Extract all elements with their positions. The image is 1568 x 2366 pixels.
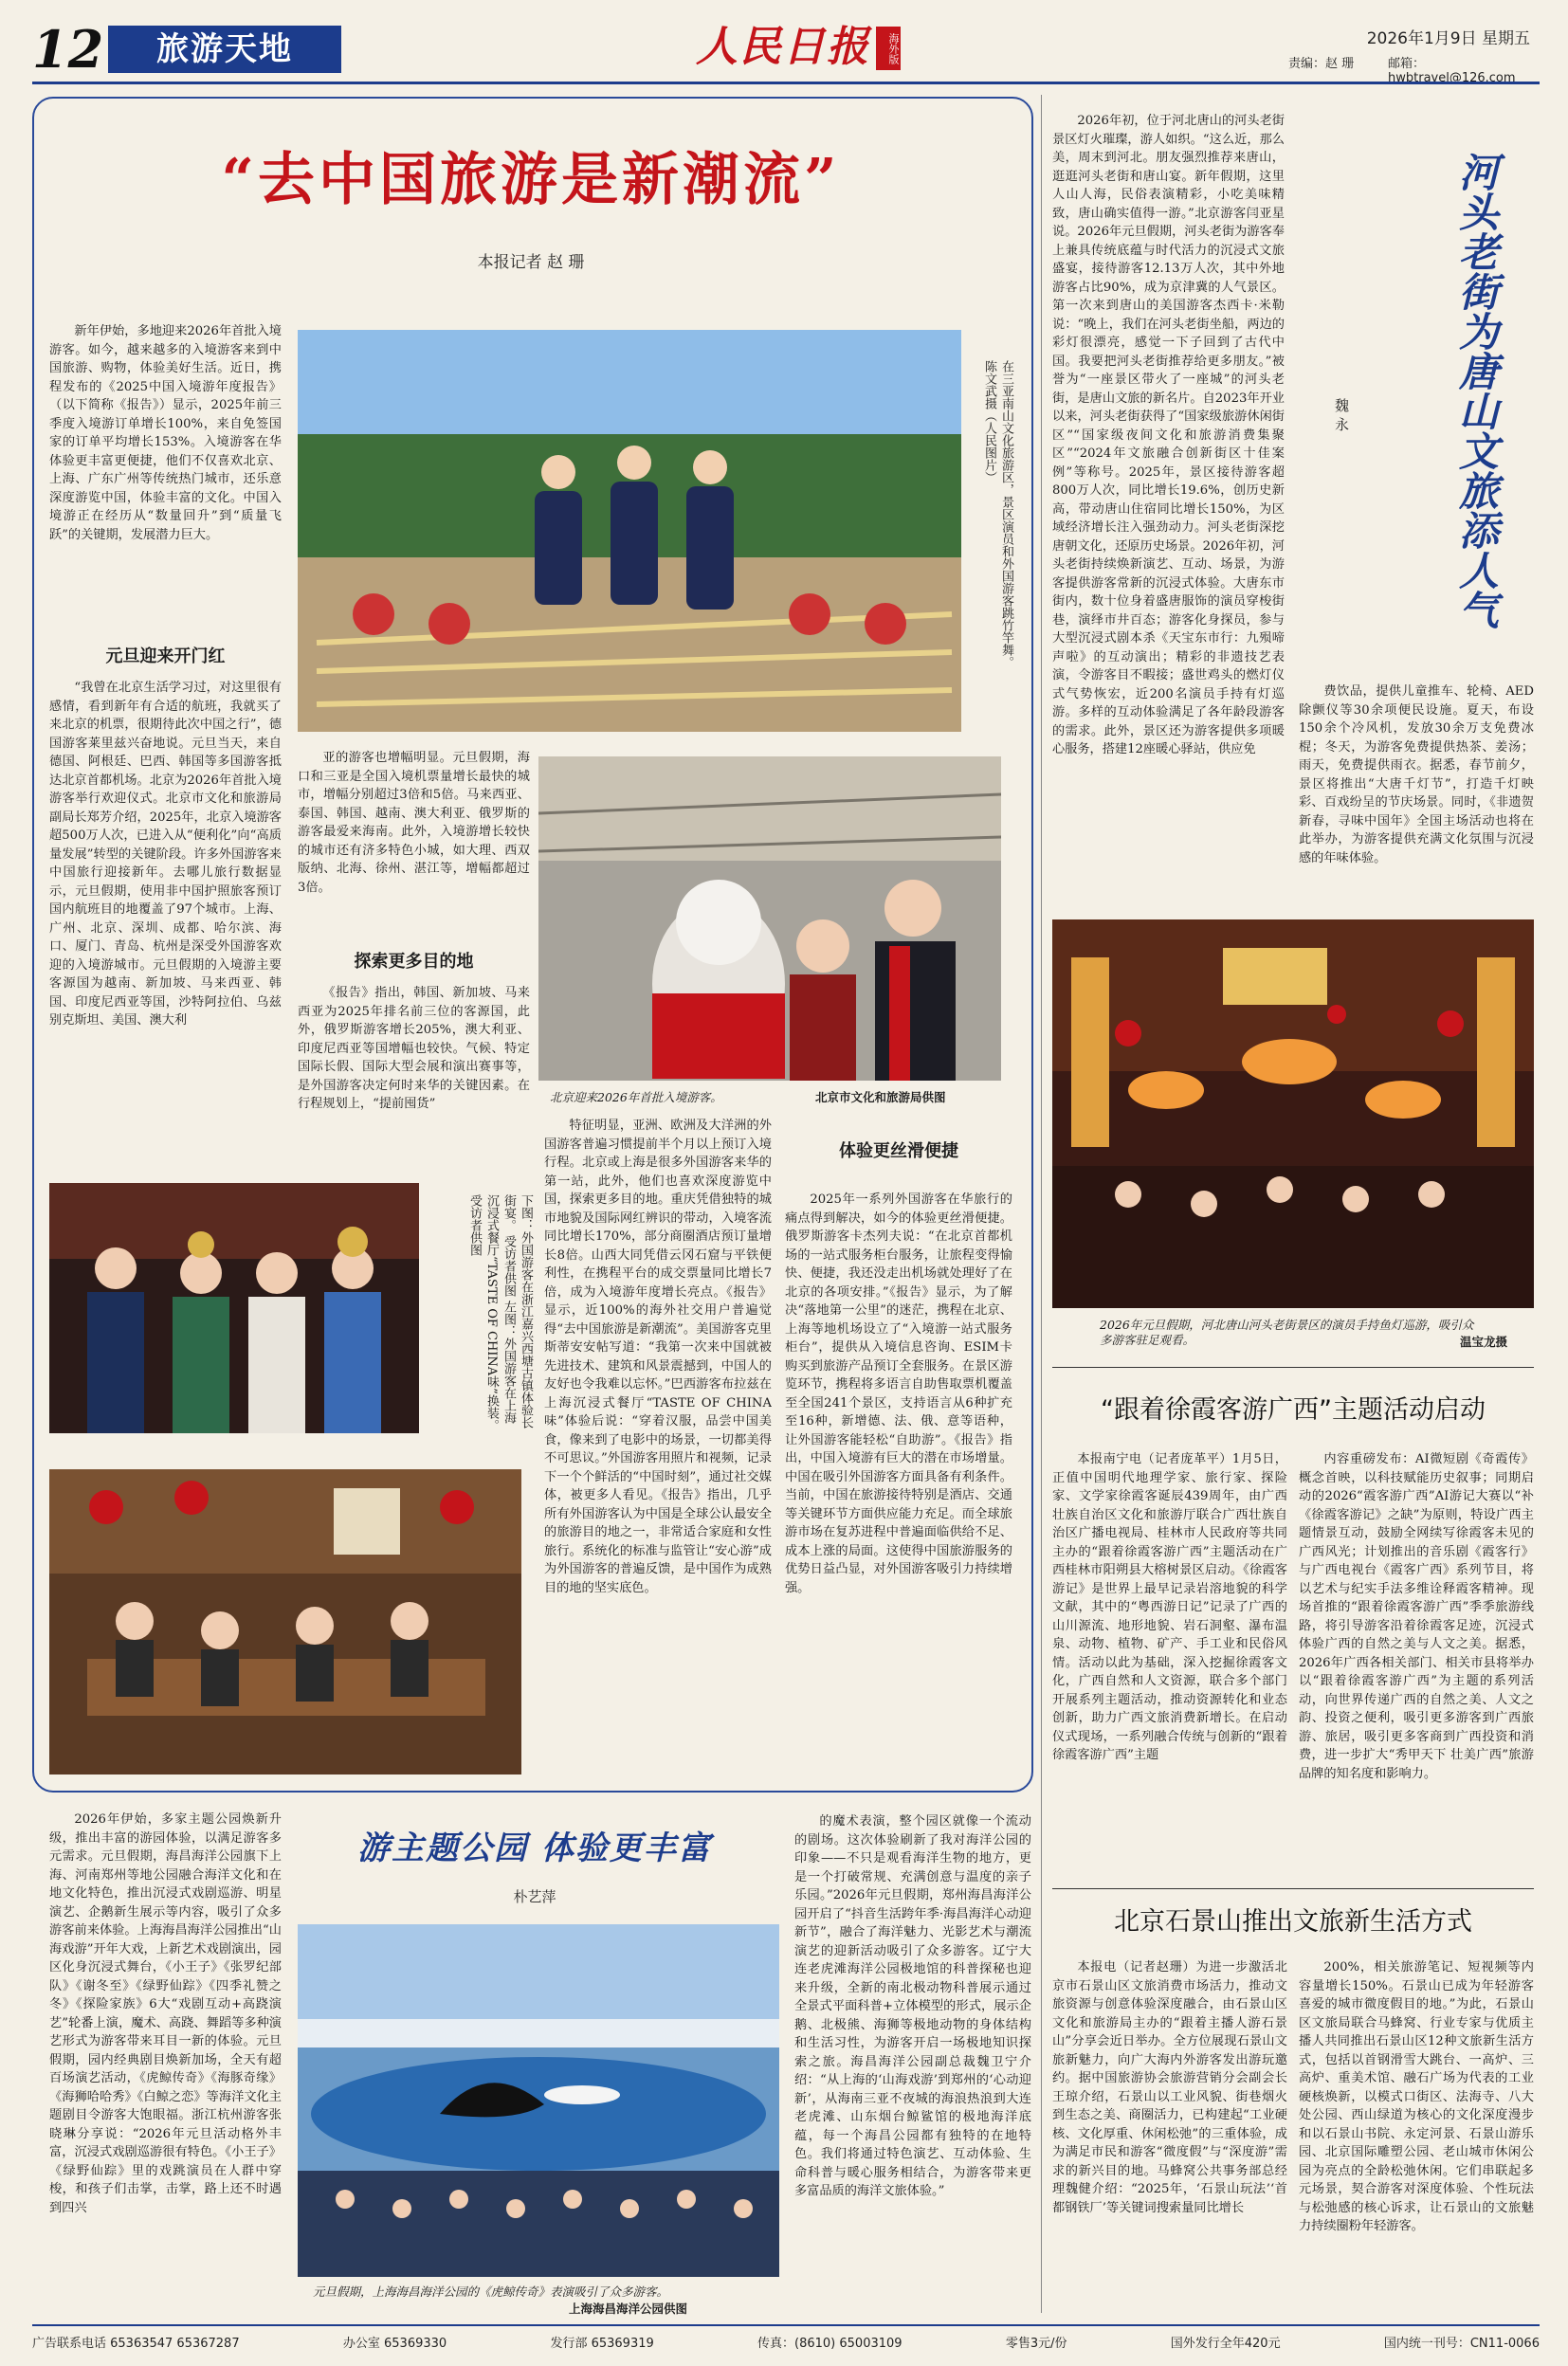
xu-body-left: 本报南宁电（记者庞革平）1月5日，正值中国明代地理学家、旅行家、探险家、文学家徐霞客诞辰439周年，由广西壮族自治区文化和旅游厅联合广西壮族自治区广播电视局、桂林市人民政府等共同主办的“跟着徐霞客游广西”主题活动在广西桂林市阳朔县大榕树景区启动。《徐霞客游记》是世界上最早记录岩溶地貌的科学文献，其中的“粤西游日记”记录了广西的山川源流、地形地貌、岩石洞壑、瀑布温泉、动物、植物、矿产、手工业和民俗风情。活动以此为基础，深入挖掘徐霞客文化，广西自然和人文资源，联合多个部门开展系列主题活动，推动资源转化和业态创新，助力广西文旅消费新增长。在启动仪式现场，一系列融合传统与创新的“跟着徐霞客游广西”主题 xyxy=(1052,1452,1287,1762)
theme-author: 朴艺萍 xyxy=(513,1888,556,1905)
photo-orca-show xyxy=(298,1924,779,2277)
lead-col2-body-b: 《报告》指出，韩国、新加坡、马来西亚为2025年排名前三位的客源国，此外，俄罗斯游客增长205%，澳大利亚、印度尼西亚等国增幅也较快。气候、特定国际长假、国际大型会展和演出赛事等，是外国游客决定何时来华的关键因素。在行程规划上，“提前囤货” xyxy=(298,986,530,1111)
shijing-headline: 北京石景山推出文旅新生活方式 xyxy=(1114,1907,1472,1937)
paper-logo: 人民日报 xyxy=(696,23,870,71)
photo-fish-lantern-caption: 2026年元旦假期，河北唐山河头老街景区的演员手持鱼灯巡游，吸引众多游客驻足观看。 xyxy=(1100,1318,1474,1347)
section-label: 旅游天地 xyxy=(108,26,341,73)
photo-hanfu-caption: 下图：外国游客在浙江嘉兴西塘古镇体验长街宴。 受访者供图 左图：外国游客在上海沉浸式餐厅“TASTE OF CHINA味”换装。 受访者供图 xyxy=(467,1194,533,1431)
masthead-rule xyxy=(32,82,1540,84)
hanfu-restaurant-image xyxy=(49,1183,419,1433)
lead-col4-body: 2025年一系列外国游客在华旅行的痛点得到解决，如今的体验更丝滑便捷。俄罗斯游客卡杰列夫说：“在北京首都机场的一站式服务柜台服务，让旅程变得愉快、便捷，我还没走出机场就处理好了在北京的各项安排。”《报告》显示，为了解决“落地第一公里”的迷茫，携程在北京、上海等地机场设立了“入境游一站式服务柜台”，提供从入境信息咨询、ESIM卡购买到旅游产品预订全套服务。在景区游览环节，携程将多语言自助售取票机覆盖至全国241个景区，支持语言从6种扩充至16种，新增德、法、俄、意等语种，让外国游客能轻松“自助游”。《报告》指出，中国入境游有巨大的潜在市场增量。中国在吸引外国游客方面具备有利条件。当前，中国在旅游接待特别是酒店、交通等关键环节方面供应能力充足。而全球旅游市场在复苏进程中普遍面临供给不足、成本上涨的局面。这使得中国旅游服务的优势日益凸显，对外国游客吸引力持续增强。 xyxy=(785,1192,1012,1595)
editor-line: 责编：赵 珊 xyxy=(1288,57,1355,71)
theme-body-left: 2026年伊始，多家主题公园焕新升级，推出丰富的游园体验，以满足游客多元需求。元旦假期，海昌海洋公园旗下上海、河南郑州等地公园融合海洋文化和在地文化特色，推出沉浸式戏剧巡游、明星演艺、企鹅新生展示等内容，吸引了众多游客前来体验。上海海昌海洋公园推出“山海戏游”开年大戏，上新艺术戏剧演出，园区化身沉浸式舞台，《小王子》《张罗纪部队》《谢冬至》《绿野仙踪》《四季礼赞之冬》《探险家族》6大“戏剧互动+高跷演艺”轮番上演，魔术、高跷、舞蹈等多种演艺形式为游客带来耳目一新的体验。元旦假期，园内经典剧目焕新加场，全天有超百场演艺活动，《虎鲸传奇》《海豚奇缘》《海狮哈哈秀》《白鲸之恋》等海洋文化主题剧目令游客大饱眼福。浙江杭州游客张晓琳分享说：“2026年元旦活动格外丰富，沉浸式戏剧巡游很有特色。《小王子》《绿野仙踪》里的戏跳演员在人群中穿梭，和孩子们击掌，击掌，路上还不时遇到四兴 xyxy=(49,1812,282,2215)
lead-col2-body-a: 亚的游客也增幅明显。元旦假期，海口和三亚是全国入境机票量增长最快的城市，增幅分别超过3倍和5倍。马来西亚、泰国、韩国、越南、澳大利亚、俄罗斯的游客最爱来海南。此外，入境游增长较快的城市还有济多特色小城，如大理、西双版纳、北海、徐州、湛江等，增幅都超过3倍。 xyxy=(298,751,530,895)
masthead xyxy=(32,19,1540,85)
lead-subhead-2: 探索更多目的地 xyxy=(354,952,474,972)
hetou-body-right: 费饮品，提供儿童推车、轮椅、AED除颤仪等30余项便民设施。夏天，布设150余个冷风机，发放30余万支免费冰棍；冬天，为游客免费提供热茶、姜汤；雨天，免费提供雨衣。据悉，春节前夕，景区将推出“大唐千灯节”，打造千灯映彩、百戏纷呈的节庆场景。同时，《非遗贺新春，寻味中国年》全国主场活动也将在此举办，为游客提供充满文化氛围与沉浸感的年味体验。 xyxy=(1299,684,1534,865)
xu-body-right: 内容重磅发布：AI微短剧《奇霞传》概念首映，以科技赋能历史叙事；同期启动的2026“霞客游广西”AI游记大赛以“补《徐霞客游记》之缺”为原则，特设广西主题情景互动，鼓励全网续写徐霞客未见的广西风光；计划推出的音乐剧《霞客行》与广西电视台《霞客广西》系列节目，将以艺术与纪实手法多维诠释霞客精神。现场首推的“跟着徐霞客游广西”季季旅游线路，将引导游客沿着徐霞客足迹，沉浸式体验广西的自然之美与人文之美。据悉，2026年广西各相关部门、相关市县将举办以“跟着徐霞客游广西”为主题的系列活动，向世界传递广西的自然之美、人文之韵、投资之便利，吸引更多游客到广西旅游、旅居，吸引更多客商到广西投资和消费，进一步扩大“秀甲天下 壮美广西”旅游品牌的知名度和影响力。 xyxy=(1299,1452,1534,1781)
lead-col1-body: “我曾在北京生活学习过，对这里很有感情，看到新年有合适的航班，我就买了来北京的机票，很期待此次中国之行”，德国游客莱里兹兴奋地说。元旦当天，来自德国、阿根廷、巴西、韩国等多国游客抵达北京首都机场。北京为2026年首批入境游客举行欢迎仪式。北京市文化和旅游局副局长郑芳介绍，2025年，北京入境游客超500万人次，已进入从“便利化”向“高质量发展”转型的关键阶段。许多外国游客来中国旅行迎接新年。去哪儿旅行数据显示，元旦假期，使用非中国护照旅客预订国内航班目的地覆盖了97个城市。上海、广州、北京、深圳、成都、哈尔滨、海口、厦门、青岛、杭州是深受外国游客欢迎的入境游城市。元旦假期的入境游主要客源国为越南、新加坡、马来西亚、韩国、印度尼西亚等国，沙特阿拉伯、乌兹别克斯坦、美国、澳大利 xyxy=(49,681,282,1028)
page-number: 12 xyxy=(32,19,104,80)
email-line: 邮箱：hwbtravel@126.com xyxy=(1388,57,1516,85)
footer-overseas: 国外发行全年420元 xyxy=(1170,2337,1281,2351)
footer-ad-phone: 广告联系电话 65363547 65367287 xyxy=(32,2337,240,2351)
theme-body-mid: 的魔术表演，整个园区就像一个流动的剧场。这次体验刷新了我对海洋公园的印象——不只是观看海洋生物的地方，更是一个打破常规、充满创意与温度的亲子乐园。”2026年元旦假期，郑州海昌海洋公园开启了“抖音生活跨年季·海昌海洋心动迎新节”，融合了海洋魅力、光影艺术与潮流演艺的迎新活动吸引了众多游客。辽宁大连老虎滩海洋公园极地馆的科普探秘也迎来升级，全新的南北极动物科普展示通过全景式平面科普+立体模型的形式，展示企鹅、北极熊、海狮等极地动物的身体结构和生活习性，为游客开启一场极地知识探索之旅。海昌海洋公园副总裁魏卫宁介绍：“从上海的‘山海戏游’到郑州的‘心动迎新’，从海南三亚不夜城的海浪热浪到大连老虎滩、山东烟台鲸鲨馆的极地海洋底蕴，每一个海昌公园都有独特的在地特色。我们将通过特色演艺、互动体验、生命科普与暖心服务相结合，为游客带来更多富品质的海洋文旅体验。” xyxy=(794,1814,1031,2198)
bamboo-dance-image xyxy=(298,330,961,732)
photo-fish-lantern-credit: 温宝龙摄 xyxy=(1460,1335,1508,1349)
lead-intro: 新年伊始，多地迎来2026年首批入境游客。如今，越来越多的入境游客来到中国旅游、购物，体验美好生活。近日，携程发布的《2025中国入境游年度报告》（以下简称《报告》）显示，2025年前三季度入境游订单增长100%，来自免签国家的订单平均增长153%。入境游客在华体验更丰富更便捷，他们不仅喜欢北京、上海、广东广州等传统热门城市，还乐意深度游览中国，体验丰富的文化。中国入境游正在经历从“数量回升”到“质量飞跃”的关键期，发展潜力巨大。 xyxy=(49,324,282,542)
photo-long-table-feast xyxy=(49,1469,521,1774)
xu-headline: “跟着徐霞客游广西”主题活动启动 xyxy=(1101,1395,1486,1425)
photo-airport-caption: 北京迎来2026年首批入境游客。 xyxy=(550,1090,722,1104)
shijing-body-left: 本报电（记者赵珊）为进一步激活北京市石景山区文旅消费市场活力，推动文旅资源与创意体验深度融合，由石景山区文化和旅游局主办的“跟着主播人游石景山”分享会近日举办。全方位展现石景山文旅新魅力，向广大海内外游客发出游玩邀约。据中国旅游协会旅游营销分会副会长王琼介绍，石景山以工业风貌、街巷烟火到生态之美、商圈活力，已构建起“工业硬核、文化厚重、休闲松弛”的三重体验，成为满足市民和游客“微度假”与“深度游”需求的新兴目的地。马蜂窝公共事务部总经理魏健介绍：“2025年，‘石景山玩法’‘首都钢铁厂’等关键词搜索量同比增长 xyxy=(1052,1960,1287,2215)
shijing-body-right: 200%，相关旅游笔记、短视频等内容量增长150%。石景山已成为年轻游客喜爱的城市微度假目的地。”为此，石景山区文旅局联合马蜂窝、行业专家与优质主播人共同推出石景山区12种文旅新生活方式，包括以首钢滑雪大跳台、一高炉、三高炉、重美术馆、融石广场为代表的工业硬核焕新，以模式口街区、法海寺、八大处公园、西山绿道为核心的文化深度漫步和以石景山书院、永定河景、石景山游乐园、北京国际雕塑公园、老山城市休闲公园为亮点的全龄松弛休闲。它们串联起多元场景，契合游客对深度体验、个性玩法与松弛感的核心诉求，让石景山的文旅魅力持续圈粉年轻游客。 xyxy=(1299,1960,1534,2233)
footer xyxy=(32,2332,1540,2357)
airport-arrival-image xyxy=(538,756,1001,1081)
footer-cn: 国内统一刊号：CN11-0066 xyxy=(1383,2337,1540,2351)
photo-orca-caption: 元旦假期，上海海昌海洋公园的《虎鲸传奇》表演吸引了众多游客。 xyxy=(313,2284,669,2299)
divider-xu-shijing xyxy=(1052,1888,1534,1889)
lead-subhead-1: 元旦迎来开门红 xyxy=(105,646,226,666)
lead-subhead-3: 体验更丝滑便捷 xyxy=(839,1141,958,1161)
hetou-body-top: 2026年初，位于河北唐山的河头老街景区灯火璀璨，游人如织。“这么近，那么美，周末到河北。朋友强烈推荐来唐山，逛逛河头老街和唐山宴。新年假期，这里人山人海，民俗表演精彩，小吃美味精致，唐山确实值得一游。”北京游客闫亚星说。2026年元旦假期，河头老街为游客奉上兼具传统底蕴与时代活力的沉浸式文旅盛宴，接待游客12.13万人次，其中外地游客占比90%，成为京津冀的人气景区。第一次来到唐山的美国游客杰西卡·米勒说：“晚上，我们在河头老街坐船，两边的彩灯很漂亮，感觉一下子回到了古代中国。我要把河头老街推荐给更多朋友。”被誉为“一座景区带火了一座城”的河头老街，是唐山文旅的新名片。自2023年开业以来，河头老街获得了“国家级旅游休闲街区”“国家级夜间文化和旅游消费集聚区”“2024年文旅融合创新街区十佳案例”等称号。2025年，景区接待游客超800万人次，同比增长19.6%，创历史新高，带动唐山住宿同比增长150%，为区域经济增长注入强劲动力。河头老街深挖唐朝文化，还原历史场景。2026年初，河头老街持续焕新演艺、互动、场景，为游客提供游客常新的沉浸式体验。大唐东市街内，数十位身着盛唐服饰的演员穿梭街巷，演绎市井百态；游客化身探员，参与大型沉浸式剧本杀《天宝东市行：九殒啼声啦》的互动演出；精彩的非遗技艺表演，令游客目不暇接；盛世鸡头的燃灯仪式气势恢宏，近200名演员手持有灯巡游。多样的互动体验满足了各年龄段游客的需求。此外，景区还为游客提供多项暖心服务，搭建12座暖心驿站，供应免 xyxy=(1052,114,1285,756)
lead-col3-body: 特征明显，亚洲、欧洲及大洋洲的外国游客普遍习惯提前半个月以上预订入境行程。北京或上海是很多外国游客来华的第一站，此外，他们也喜欢深度游览中国，探索更多目的地。重庆凭借独特的城市地貌及国际网红辨识的带动，入境客流同比增长170%，部分商圈酒店预订量增长8倍。山西大同凭借云冈石窟与平铁便利性，在携程平台的成交票量同比增长7倍，成为入境游年度增长亮点。《报告》显示，近100%的海外社交用户普遍觉得“去中国旅游是新潮流”。美国游客克里斯蒂安安帖写道：“我第一次来中国就被先进技术、建筑和风景震撼到，中国人的友好也令我难以忘怀。”巴西游客布拉兹在上海沉浸式餐厅“TASTE OF CHINA味”体验后说：“穿着汉服，品尝中国美食，像来到了电影中的场景，一切都美得不可思议。”外国游客用照片和视频，记录下一个个鲜活的“中国时刻”，通过社交媒体，被更多人看见。《报告》指出，几乎所有外国游客认为中国是全球公认最安全的旅游目的地之一，非常适合家庭和女性旅行。系统化的标准与监管让“安心游”成为外国游客的普遍反馈，是中国作为成熟目的地的坚实底色。 xyxy=(544,1119,772,1595)
divider-hetou-xu xyxy=(1052,1367,1534,1368)
footer-rule xyxy=(32,2324,1540,2326)
edition-badge: 海外版 xyxy=(876,27,901,70)
photo-fish-lantern-parade xyxy=(1052,919,1534,1308)
orca-show-image xyxy=(298,1924,779,2277)
photo-orca-credit: 上海海昌海洋公园供图 xyxy=(569,2302,688,2316)
footer-office: 办公室 65369330 xyxy=(342,2337,447,2351)
hetou-author: 魏 永 xyxy=(1333,398,1350,431)
photo-hanfu-restaurant xyxy=(49,1183,419,1433)
rule-right-block xyxy=(1041,95,1042,2313)
issue-date: 2026年1月9日 星期五 xyxy=(1366,29,1530,48)
photo-bamboo-caption: 在三亚南山文化旅游区，景区演员和外国游客跳竹竿舞。 陈文武摄（人民图片） xyxy=(982,360,1013,668)
long-table-feast-image xyxy=(49,1469,521,1774)
footer-fax: 传真：(8610) 65003109 xyxy=(757,2337,903,2351)
photo-airport-credit: 北京市文化和旅游局供图 xyxy=(815,1090,946,1104)
footer-distribution: 发行部 65369319 xyxy=(550,2337,654,2351)
hetou-headline: 河头老街为唐山文旅添人气 xyxy=(1453,152,1500,629)
photo-airport-arrival xyxy=(538,756,1001,1081)
footer-price: 零售3元/份 xyxy=(1005,2337,1067,2351)
lead-headline: “去中国旅游是新潮流” xyxy=(221,147,841,213)
fish-lantern-parade-image xyxy=(1052,919,1534,1308)
photo-bamboo-dance xyxy=(298,330,961,732)
lead-byline: 本报记者 赵 珊 xyxy=(477,253,585,272)
theme-headline: 游主题公园 体验更丰富 xyxy=(357,1829,712,1867)
